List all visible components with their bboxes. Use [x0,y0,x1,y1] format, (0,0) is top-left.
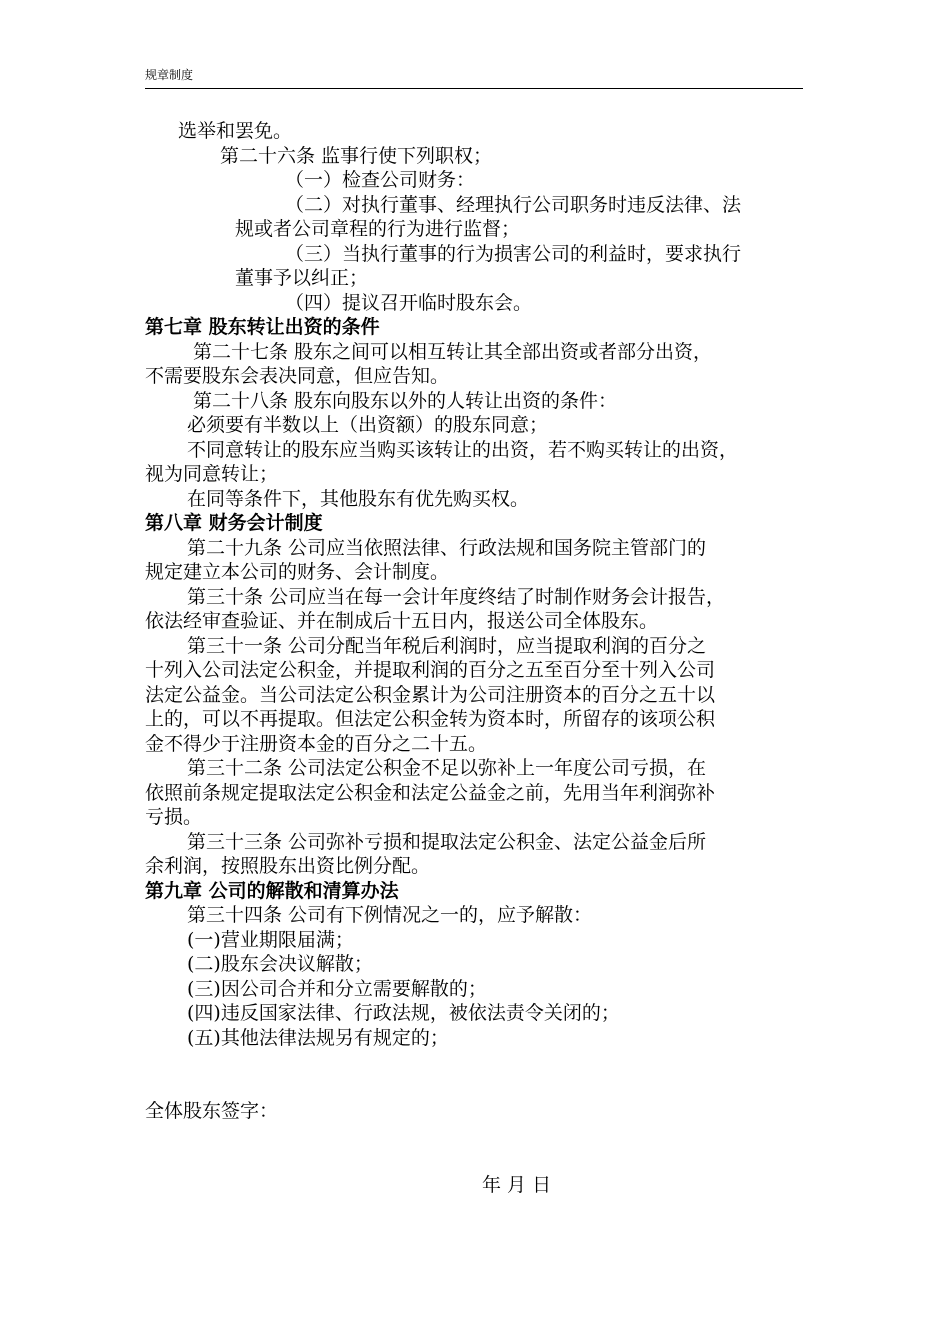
list-item: (五)其他法律法规另有规定的； [187,1026,449,1049]
text-line: 依法经审查验证、并在制成后十五日内，报送公司全体股东。 [145,610,659,632]
text-line: 在同等条件下，其他股东有优先购买权。 [187,487,530,510]
chapter-heading: 第九章 公司的解散和清算办法 [145,879,399,902]
header-rule [145,88,803,89]
text-line: 第三十二条 公司法定公积金不足以弥补上一年度公司亏损，在 [187,757,707,779]
text-line: 第三十一条 公司分配当年税后利润时，应当提取利润的百分之 [187,634,707,657]
text-line: 规定建立本公司的财务、会计制度。 [145,561,450,583]
document-body [145,119,805,1124]
text-line: 上的，可以不再提取。但法定公积金转为资本时，所留存的该项公积 [145,708,716,730]
text-line: 法定公益金。当公司法定公积金累计为公司注册资本的百分之五十以 [145,683,716,706]
chapter-heading: 第八章 财务会计制度 [145,512,323,534]
text-line: 视为同意转让； [145,463,279,485]
list-item: (四)违反国家法律、行政法规，被依法责令关闭的； [187,1002,620,1024]
text-line: 第三十条 公司应当在每一会计年度终结了时制作财务会计报告， [187,585,726,608]
text-line: 规或者公司章程的行为进行监督； [235,218,521,240]
text-line: （四）提议召开临时股东会。 [285,291,533,314]
text-line: 不同意转让的股东应当购买该转让的出资，若不购买转让的出资， [187,438,739,461]
header-title: 规章制度 [145,68,194,82]
text-line: 董事予以纠正； [235,267,369,289]
list-item: (二)股东会决议解散； [187,953,373,975]
text-line: 不需要股东会表决同意，但应告知。 [145,365,450,387]
text-line: 第二十九条 公司应当依照法律、行政法规和国务院主管部门的 [187,536,707,559]
text-line: 第二十七条 股东之间可以相互转让其全部出资或者部分出资， [193,340,713,363]
list-item: (一)营业期限届满； [187,928,354,951]
text-line: 亏损。 [145,806,203,828]
text-line: 选举和罢免。 [178,120,293,142]
text-line: 第二十六条 监事行使下列职权； [220,144,493,167]
text-line: 第二十八条 股东向股东以外的人转让出资的条件： [193,389,618,412]
chapter-heading: 第七章 股东转让出资的条件 [145,316,380,338]
text-line: （二）对执行董事、经理执行公司职务时违反法律、法 [285,193,742,216]
text-line: 第三十三条 公司弥补亏损和提取法定公积金、法定公益金后所 [187,830,707,853]
text-line: 第三十四条 公司有下例情况之一的，应予解散： [187,904,593,926]
text-line: （一）检查公司财务： [285,169,476,191]
text-line: 余利润，按照股东出资比例分配。 [145,855,431,877]
text-line: 十列入公司法定公积金，并提取利润的百分之五至百分至十列入公司 [145,659,716,681]
text-line: 必须要有半数以上（出资额）的股东同意； [187,414,549,436]
signature-label: 全体股东签字： [145,1100,279,1122]
text-line: 金不得少于注册资本金的百分之二十五。 [145,732,488,755]
list-item: (三)因公司合并和分立需要解散的； [187,977,487,1000]
date-line: 年 月 日 [482,1174,552,1196]
text-line: （三）当执行董事的行为损害公司的利益时，要求执行 [285,242,742,265]
text-line: 依照前条规定提取法定公积金和法定公益金之前，先用当年利润弥补 [145,781,716,804]
